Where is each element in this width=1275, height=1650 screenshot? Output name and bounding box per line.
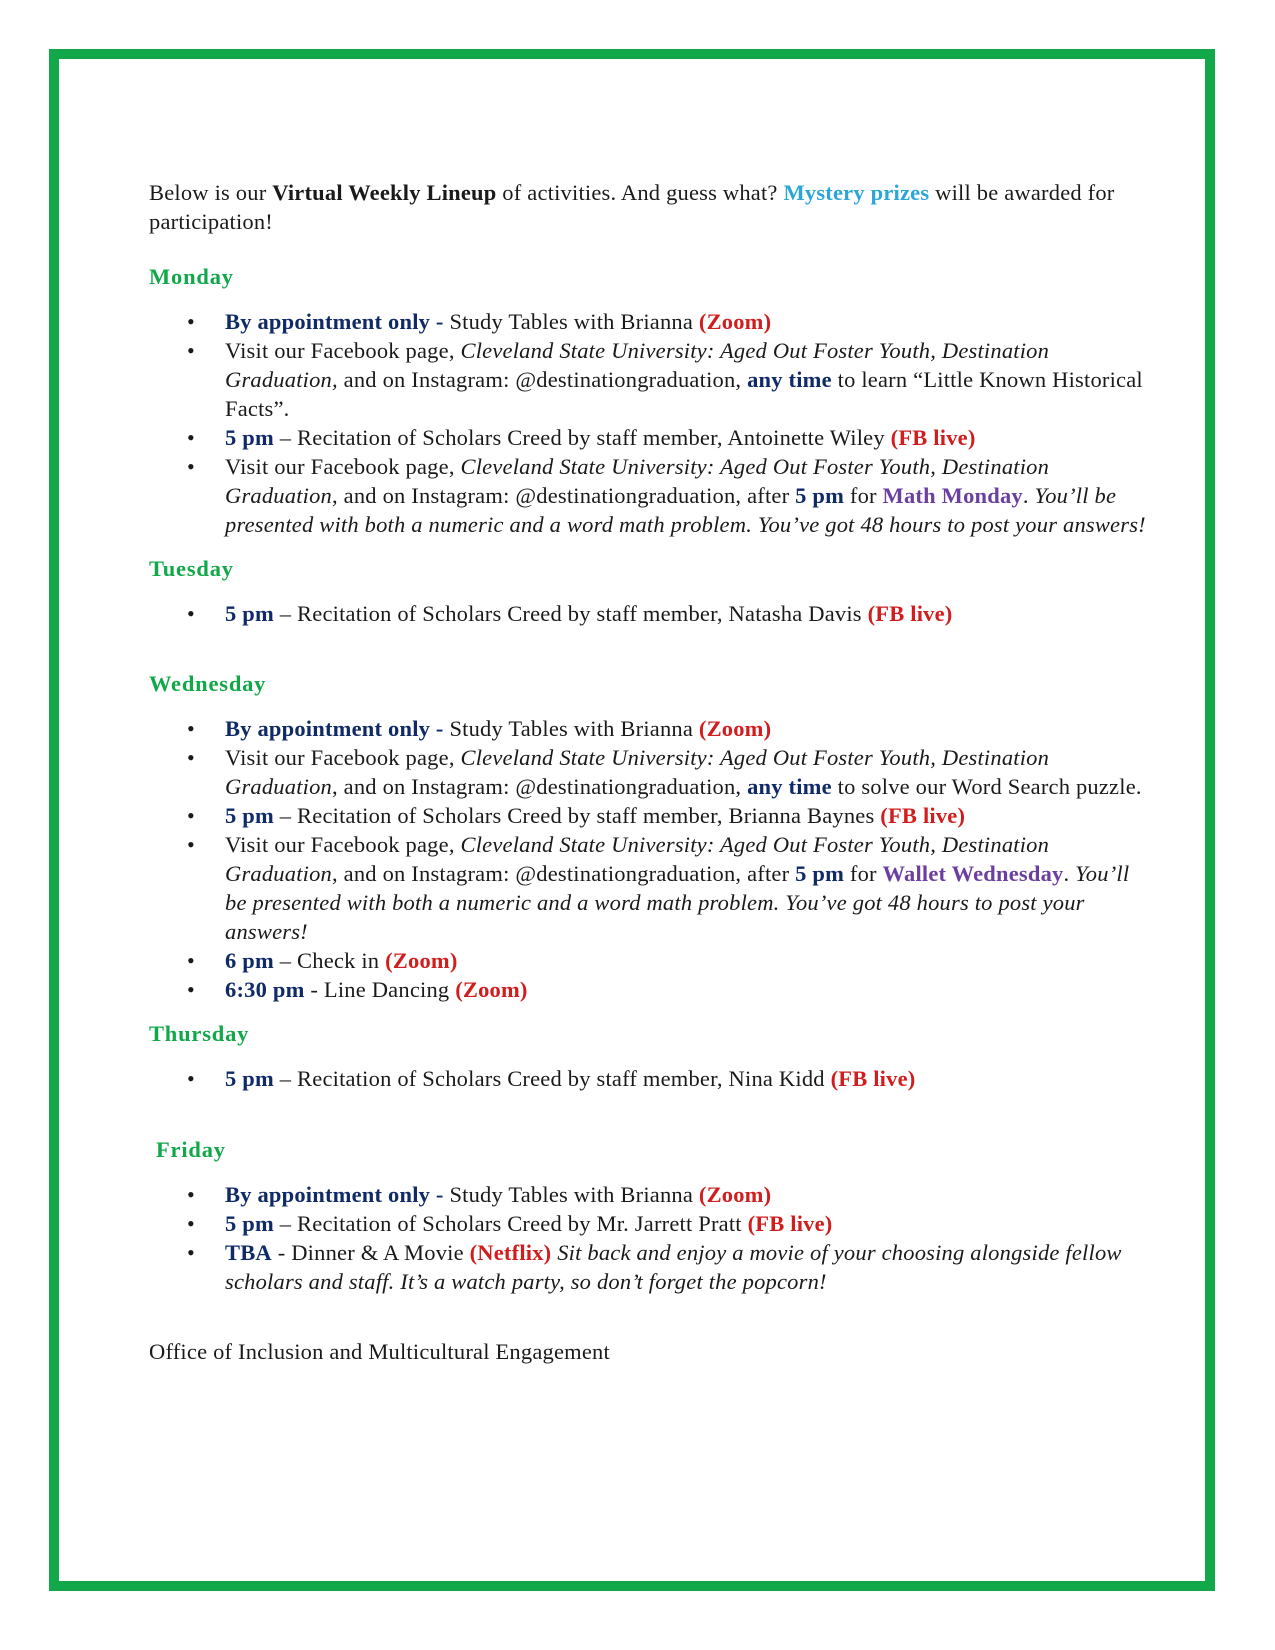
item-lead: By appointment only bbox=[225, 1182, 431, 1207]
item-emphasis: 5 pm bbox=[795, 483, 845, 508]
heading-thursday bbox=[149, 1019, 1149, 1048]
item-tag: (Netflix) bbox=[469, 1240, 552, 1265]
item-text: Recitation of Scholars Creed by staff member, Brianna Baynes bbox=[297, 803, 881, 828]
item-lead: TBA bbox=[225, 1240, 272, 1265]
item-text: Visit our Facebook page, bbox=[225, 454, 461, 479]
list-thursday bbox=[149, 1064, 1149, 1093]
item-tag: (Zoom) bbox=[455, 977, 528, 1002]
heading-monday bbox=[149, 262, 1149, 291]
list-item bbox=[149, 307, 1149, 336]
heading-friday bbox=[149, 1135, 1149, 1164]
item-text: for bbox=[844, 483, 883, 508]
intro-paragraph bbox=[149, 178, 1149, 236]
item-text: Visit our Facebook page, bbox=[225, 338, 461, 363]
item-tag: (Zoom) bbox=[385, 948, 458, 973]
list-wednesday bbox=[149, 714, 1149, 1004]
list-tuesday bbox=[149, 599, 1149, 628]
item-text: Recitation of Scholars Creed by staff member, Nina Kidd bbox=[297, 1066, 831, 1091]
item-text: to solve our Word Search puzzle. bbox=[831, 774, 1142, 799]
item-text: Study Tables with Brianna bbox=[449, 716, 699, 741]
item-sep: – bbox=[273, 425, 298, 450]
list-item bbox=[149, 452, 1149, 539]
item-sep: - bbox=[430, 716, 450, 741]
day-title: Friday bbox=[156, 1137, 226, 1162]
item-lead: 5 pm bbox=[225, 425, 274, 450]
item-sep: – bbox=[273, 601, 298, 626]
item-text: Study Tables with Brianna bbox=[449, 1182, 699, 1207]
list-item bbox=[149, 1064, 1149, 1093]
heading-tuesday bbox=[149, 554, 1149, 583]
list-item bbox=[149, 1209, 1149, 1238]
item-lead: 5 pm bbox=[225, 1066, 274, 1091]
item-lead: By appointment only bbox=[225, 309, 431, 334]
item-lead: By appointment only bbox=[225, 716, 431, 741]
item-tag: (FB live) bbox=[880, 803, 966, 828]
item-sep: - bbox=[430, 1182, 450, 1207]
item-tag: (Zoom) bbox=[698, 1182, 772, 1207]
item-text: to learn “Little Known Historical Facts”. bbox=[225, 367, 1143, 421]
item-tag: (Zoom) bbox=[698, 716, 772, 741]
intro-text: will be awarded for participation! bbox=[149, 180, 1115, 234]
list-item bbox=[149, 336, 1149, 423]
item-text: Recitation of Scholars Creed by Mr. Jarrett Pratt bbox=[297, 1211, 748, 1236]
item-text: Visit our Facebook page, bbox=[225, 745, 461, 770]
item-tag: (FB live) bbox=[890, 425, 976, 450]
intro-text: Below is our bbox=[149, 180, 273, 205]
item-text: , and on Instagram: @destinationgraduation, after bbox=[332, 861, 796, 886]
item-text: Visit our Facebook page, bbox=[225, 832, 461, 857]
footer-office: Office of Inclusion and Multicultural Engagement bbox=[149, 1339, 610, 1364]
item-sep: - bbox=[271, 1240, 292, 1265]
heading-wednesday bbox=[149, 669, 1149, 698]
day-title: Monday bbox=[149, 264, 234, 289]
list-item bbox=[149, 599, 1149, 628]
list-monday bbox=[149, 307, 1149, 539]
item-text: , and on Instagram: @destinationgraduation, bbox=[332, 774, 748, 799]
mystery-prizes: Mystery prizes bbox=[783, 180, 930, 205]
math-monday: Math Monday bbox=[882, 483, 1023, 508]
item-emphasis: 5 pm bbox=[795, 861, 845, 886]
item-text: . bbox=[1063, 861, 1076, 886]
list-item bbox=[149, 1180, 1149, 1209]
item-tag: (FB live) bbox=[830, 1066, 916, 1091]
facebook-page-name: Cleveland State University: Aged Out Foster Youth, Destination Graduation, bbox=[225, 338, 1050, 392]
item-sep: – bbox=[273, 803, 298, 828]
list-item bbox=[149, 743, 1149, 801]
intro-text: of activities. And guess what? bbox=[496, 180, 784, 205]
item-tag: (FB live) bbox=[867, 601, 953, 626]
item-sep: – bbox=[273, 948, 298, 973]
item-text: , and on Instagram: @destinationgraduation, after bbox=[332, 483, 796, 508]
item-text: Study Tables with Brianna bbox=[449, 309, 699, 334]
item-tag: (FB live) bbox=[747, 1211, 833, 1236]
day-title: Wednesday bbox=[149, 671, 267, 696]
list-item bbox=[149, 975, 1149, 1004]
item-emphasis: any time bbox=[747, 367, 832, 392]
facebook-page-name: Cleveland State University: Aged Out Foster Youth, Destination Graduation bbox=[225, 745, 1050, 799]
item-italic-text: You’ll be presented with both a numeric and a word math problem. You’ve got 48 hours to post your answers! bbox=[225, 861, 1130, 944]
item-italic-text: You’ll be presented with both a numeric and a word math problem. You’ve got 48 hours to post your answers! bbox=[225, 483, 1146, 537]
list-item bbox=[149, 423, 1149, 452]
item-text: . bbox=[1022, 483, 1035, 508]
item-emphasis: any time bbox=[747, 774, 832, 799]
item-sep: – bbox=[273, 1211, 298, 1236]
item-tag: (Zoom) bbox=[698, 309, 772, 334]
facebook-page-name: Cleveland State University: Aged Out Foster Youth, Destination Graduation bbox=[225, 454, 1050, 508]
item-sep: – bbox=[273, 1066, 298, 1091]
lineup-title: Virtual Weekly Lineup bbox=[272, 180, 497, 205]
item-sep: - bbox=[430, 309, 450, 334]
item-lead: 5 pm bbox=[225, 1211, 274, 1236]
list-item bbox=[149, 946, 1149, 975]
item-text: for bbox=[844, 861, 883, 886]
item-sep: - bbox=[304, 977, 324, 1002]
item-text: Dinner & A Movie bbox=[291, 1240, 470, 1265]
facebook-page-name: Cleveland State University: Aged Out Foster Youth, Destination Graduation bbox=[225, 832, 1050, 886]
item-text: Check in bbox=[297, 948, 386, 973]
item-text: Recitation of Scholars Creed by staff member, Natasha Davis bbox=[297, 601, 868, 626]
list-item bbox=[149, 830, 1149, 946]
item-lead: 6:30 pm bbox=[225, 977, 305, 1002]
item-lead: 5 pm bbox=[225, 601, 274, 626]
list-item bbox=[149, 714, 1149, 743]
flyer-content bbox=[149, 178, 1149, 1366]
list-item bbox=[149, 1238, 1149, 1296]
list-friday bbox=[149, 1180, 1149, 1296]
item-italic-text: Sit back and enjoy a movie of your choosing alongside fellow scholars and staff. It’s a watch party, so don’t forget the popcorn! bbox=[225, 1240, 1122, 1294]
item-text: and on Instagram: @destinationgraduation, bbox=[337, 367, 748, 392]
wallet-wednesday: Wallet Wednesday bbox=[882, 861, 1064, 886]
day-title: Tuesday bbox=[149, 556, 234, 581]
item-lead: 5 pm bbox=[225, 803, 274, 828]
item-lead: 6 pm bbox=[225, 948, 274, 973]
item-text: Recitation of Scholars Creed by staff member, Antoinette Wiley bbox=[297, 425, 891, 450]
list-item bbox=[149, 801, 1149, 830]
item-text: Line Dancing bbox=[323, 977, 456, 1002]
day-title: Thursday bbox=[149, 1021, 250, 1046]
